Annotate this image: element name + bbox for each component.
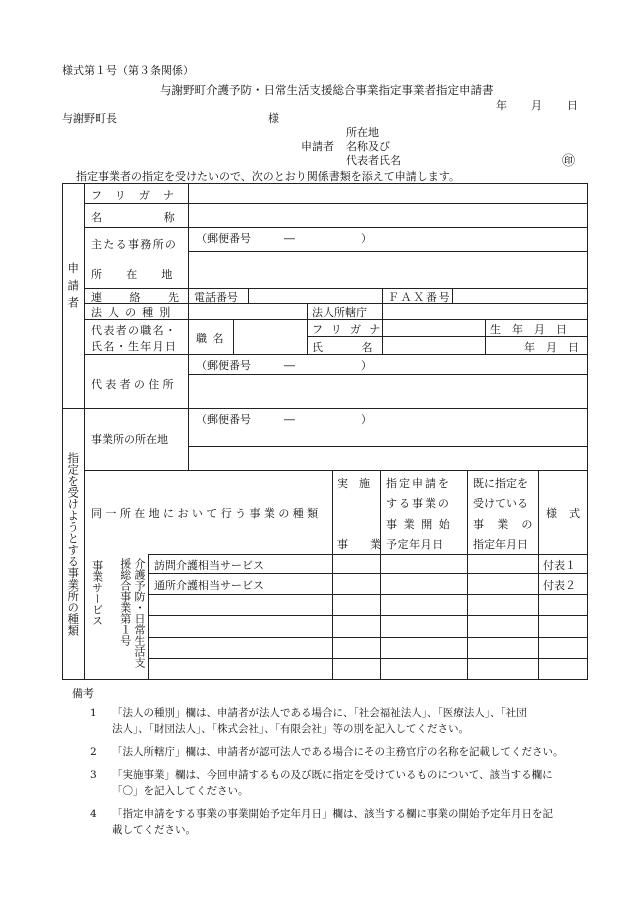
existing-header-2: 受けている <box>473 497 528 510</box>
existing-header-1: 既に指定を <box>473 477 528 490</box>
applicant-name-line2: 代表者氏名 <box>346 154 401 167</box>
note-3: 3 「実施事業」欄は、今回申請するもの及び既に指定を受けているものについて、該当する欄に 「〇」を記入してください。 <box>90 769 553 798</box>
intro-text: 指定事業者の指定を受けたいので、次のとおり関係書類を添えて申請します。 <box>76 170 460 183</box>
date-day: 日 <box>567 99 578 112</box>
office-address-label-1: 主たる事務所の <box>91 238 178 251</box>
form-ref-2: 付表２ <box>543 579 576 592</box>
contact-label: 連絡先 <box>91 291 207 304</box>
planned-header-1: 指定申請を <box>386 477 451 490</box>
applicant-address-label: 所在地 <box>346 126 379 139</box>
site-postal: （郵便番号 ― ） <box>196 413 372 426</box>
furigana2-label: フリガナ <box>312 323 389 336</box>
service-row-2: 通所介護相当サービス <box>154 579 264 592</box>
implement-header-1: 実 施 <box>337 477 370 490</box>
rep-address-label: 代表者の住所 <box>91 378 177 391</box>
applicant-label: 申請者 <box>301 140 334 153</box>
form-column-header: 様式 <box>546 507 593 520</box>
addressee-suffix: 様 <box>268 112 279 125</box>
rep-postal: （郵便番号 ― ） <box>196 359 372 372</box>
phone-label: 電話番号 <box>194 291 238 304</box>
section-applicant-label: 申請者 <box>66 262 81 314</box>
site-address-label: 事業所の所在地 <box>91 433 168 446</box>
service-row-1: 訪問介護相当サービス <box>154 559 264 572</box>
addressee: 与謝野町長 <box>62 112 117 125</box>
implement-header-2: 事 業 <box>337 538 381 551</box>
applicant-name-line1: 名称及び <box>346 140 390 153</box>
service-vertical-label: 事業サービス <box>90 560 104 626</box>
office-address-label-2: 所在地 <box>91 268 197 281</box>
planned-header-2: する事業の <box>386 497 451 510</box>
rep-label-1: 代表者の職名・ <box>91 324 178 337</box>
office-postal: （郵便番号 ― ） <box>196 232 372 245</box>
furigana-label: フリガナ <box>91 189 188 202</box>
date-month: 月 <box>531 99 542 112</box>
existing-header-3: 事業の <box>473 518 546 531</box>
note-2: 2 「法人所轄庁」欄は、申請者が認可法人である場合にその主務官庁の名称を記載してください。 <box>90 746 564 758</box>
notes-title: 備考 <box>72 687 94 700</box>
corp-authority-label: 法人所轄庁 <box>312 306 367 319</box>
form-ref-1: 付表１ <box>543 559 576 572</box>
seal-mark: ㊞ <box>562 154 576 169</box>
planned-header-3: 事業開始 <box>386 518 457 531</box>
position-label: 職名 <box>196 332 229 345</box>
rep-label-2: 氏名・生年月日 <box>91 340 178 353</box>
existing-header-4: 指定年月日 <box>473 538 528 551</box>
fax-label: ＦＡＸ番号 <box>388 291 452 304</box>
note-1: 1 「法人の種別」欄は、申請者が法人である場合に、「社会福祉法人」、「医療法人」、「社団 法人」、「財団法人」、「株式会社」、「有限会社」等の別を記入してください。 <box>90 707 527 736</box>
corp-type-label: 法人の種別 <box>91 306 177 319</box>
name-label: 名称 <box>91 211 237 224</box>
date-year: 年 <box>496 99 507 112</box>
same-site-label: 同一所在地において行う事業の種類 <box>91 507 322 520</box>
form-number: 様式第１号（第３条関係） <box>62 64 194 77</box>
category-vertical-label: 介護予防・日常生活支援総合事業第１号 <box>118 558 146 668</box>
planned-header-4: 予定年月日 <box>386 538 444 551</box>
birth-label-2: 年 月 日 <box>524 341 579 354</box>
person-name-label: 氏名 <box>312 341 411 354</box>
page-title: 与謝野町介護予防・日常生活支援総合事業指定事業者指定申請書 <box>160 83 494 97</box>
birth-label: 生 年 月 日 <box>490 323 567 336</box>
section-office-label: 指定を受けようとする事業所の種類 <box>66 452 81 636</box>
note-4: 4 「指定申請をする事業の事業開始予定年月日」欄は、該当する欄に事業の開始予定年月日を記 載してください。 <box>90 808 553 837</box>
